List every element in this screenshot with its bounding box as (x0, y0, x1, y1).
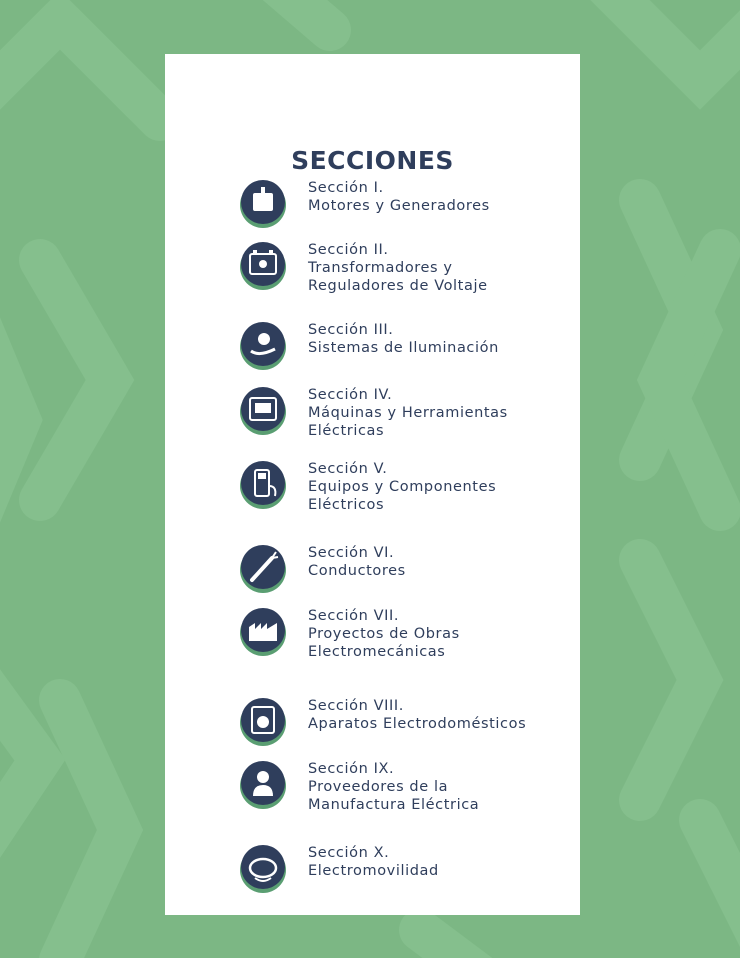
transformer-icon (235, 237, 291, 293)
section-description-line: Proveedores de la (308, 779, 449, 795)
lightbulb-hand-icon (235, 317, 291, 373)
electric-car-icon (235, 840, 291, 896)
section-heading: Sección VIII. (308, 698, 404, 714)
section-label (308, 607, 460, 661)
section-heading: Sección V. (308, 461, 388, 477)
multimeter-icon (235, 456, 291, 512)
section-description-line: Máquinas y Herramientas (308, 405, 508, 421)
section-item (235, 760, 565, 830)
section-label (308, 844, 439, 880)
section-heading: Sección IV. (308, 387, 393, 403)
section-heading: Sección III. (308, 322, 394, 338)
section-description-line: Transformadores y (308, 260, 453, 276)
worker-icon (235, 756, 291, 812)
section-heading: Sección X. (308, 845, 390, 861)
motor-icon (235, 175, 291, 231)
section-heading: Sección IX. (308, 761, 395, 777)
section-description-line: Reguladores de Voltaje (308, 278, 488, 294)
section-label (308, 544, 406, 580)
sections-card (165, 54, 580, 915)
section-description-line: Manufactura Eléctrica (308, 797, 480, 813)
section-item (235, 607, 565, 677)
section-description-line: Sistemas de Iluminación (308, 340, 499, 356)
section-item (235, 460, 565, 530)
section-description-line: Proyectos de Obras (308, 626, 460, 642)
page-title: SECCIONES (291, 146, 454, 175)
section-heading: Sección I. (308, 180, 384, 196)
section-label (308, 460, 496, 514)
section-label (308, 179, 490, 215)
section-label (308, 697, 526, 733)
section-item (235, 844, 565, 914)
section-description-line: Eléctricas (308, 423, 385, 439)
section-description-line: Aparatos Electrodomésticos (308, 716, 527, 732)
section-item (235, 321, 565, 391)
section-description-line: Electromecánicas (308, 644, 446, 660)
section-heading: Sección VI. (308, 545, 395, 561)
section-description-line: Conductores (308, 563, 406, 579)
machine-icon (235, 382, 291, 438)
section-label (308, 321, 499, 357)
cable-icon (235, 540, 291, 596)
section-heading: Sección VII. (308, 608, 400, 624)
section-label (308, 760, 479, 814)
section-description-line: Motores y Generadores (308, 198, 490, 214)
section-label (308, 386, 508, 440)
section-description-line: Eléctricos (308, 497, 385, 513)
section-item (235, 386, 565, 456)
section-heading: Sección II. (308, 242, 389, 258)
factory-icon (235, 603, 291, 659)
section-label (308, 241, 488, 295)
washing-machine-icon (235, 693, 291, 749)
section-description-line: Equipos y Componentes (308, 479, 497, 495)
section-description-line: Electromovilidad (308, 863, 439, 879)
section-item (235, 241, 565, 311)
